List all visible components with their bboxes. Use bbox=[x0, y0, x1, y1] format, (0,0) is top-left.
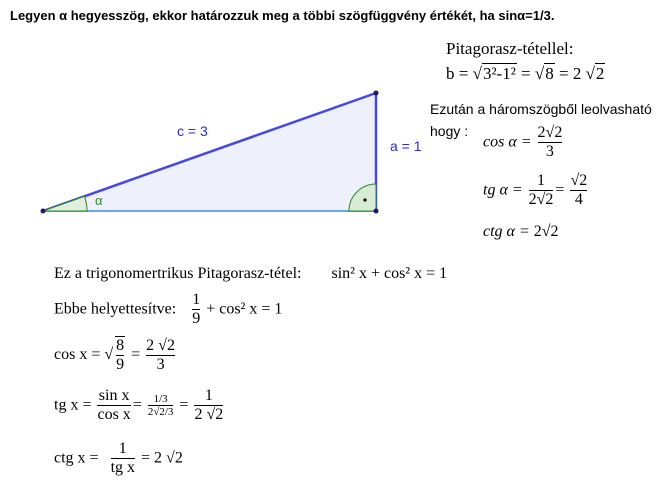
tg-alpha-den1: 2√2 bbox=[528, 191, 554, 209]
side-a-label: a = 1 bbox=[390, 138, 422, 154]
tg-alpha-num2: √2 bbox=[570, 172, 588, 189]
cos-x-line: cos x = √ $\frac{8}{9}$ = $\frac{2 √2}{3}$ bbox=[54, 336, 175, 374]
ctg-alpha-eq bbox=[483, 223, 559, 241]
cos-x-lhs: cos x = bbox=[54, 346, 101, 364]
cos-x-num: 8 bbox=[116, 337, 125, 354]
vertex-b bbox=[374, 91, 379, 96]
tg-alpha-eq: tg α = $\frac{1}{2√2}$ = $\frac{√2}{4}$ bbox=[483, 172, 588, 209]
tg-x-mid-den: 2√2/3 bbox=[147, 406, 174, 419]
tg-x-line: tg x = $\frac{\text{sin x}}{\text{cos x}}$ = $\frac{1/3}{2√2/3}$ = $\frac{1}{2 √2}$ bbox=[54, 387, 224, 424]
substitution-rest: + cos² x = 1 bbox=[206, 300, 283, 318]
tg-x-res-den: 2 √2 bbox=[194, 406, 224, 424]
problem-title: Legyen α hegyesszög, ekkor határozzuk meg a többi szögfüggvény értékét, ha sinα=1/3. bbox=[10, 8, 555, 23]
ctg-x-num: 1 bbox=[118, 440, 127, 457]
cos-alpha-lhs: cos α = bbox=[483, 133, 532, 151]
trig-pythagoras-line bbox=[54, 265, 447, 283]
tg-x-num: sin x bbox=[98, 387, 130, 404]
b-equation: b = √3²-1² = √8 = 2 √2 bbox=[446, 64, 605, 83]
substitution-num: 1 bbox=[192, 291, 201, 308]
ctg-x-res: = 2 √2 bbox=[141, 449, 183, 467]
sqrt8-radicand: 8 bbox=[545, 64, 554, 83]
pythagoras-heading: Pitagorasz-tétellel: bbox=[446, 39, 574, 58]
intro-line-2: hogy : bbox=[430, 123, 469, 139]
substitution-line bbox=[54, 291, 282, 329]
vertex-c bbox=[374, 209, 379, 214]
trig-pythagoras-formula: sin² x + cos² x = 1 bbox=[331, 265, 448, 282]
b-two: 2 bbox=[572, 64, 582, 83]
cos-x-den: 9 bbox=[116, 356, 125, 374]
b-lhs: b = bbox=[446, 64, 469, 83]
ctg-alpha-rhs: 2√2 bbox=[533, 223, 559, 240]
tg-alpha-num1: 1 bbox=[537, 172, 546, 189]
cos-alpha-eq bbox=[483, 124, 564, 162]
tg-x-lhs: tg x = bbox=[54, 396, 92, 414]
cos-x-res-num: 2 √2 bbox=[146, 336, 175, 354]
tg-x-den: cos x bbox=[97, 406, 131, 424]
right-angle-dot bbox=[363, 198, 366, 201]
vertex-a bbox=[41, 209, 46, 214]
ctg-alpha-lhs: ctg α = bbox=[483, 223, 530, 240]
tg-x-res-num: 1 bbox=[204, 387, 213, 404]
ctg-x-den: tg x bbox=[110, 459, 136, 477]
b-radicand: 3²-1² bbox=[482, 64, 516, 83]
eq-2: = bbox=[558, 64, 569, 83]
side-c-label: c = 3 bbox=[177, 123, 208, 139]
substitution-den: 9 bbox=[192, 310, 201, 328]
tg-x-mid-num: 1/3 bbox=[153, 392, 168, 405]
tg-alpha-den2: 4 bbox=[570, 190, 587, 209]
angle-alpha-arc bbox=[43, 196, 87, 211]
eq-1: = bbox=[521, 64, 531, 83]
cos-alpha-num: 2√2 bbox=[537, 124, 563, 141]
cos-alpha-den: 3 bbox=[538, 142, 563, 161]
substitution-text: Ebbe helyettesítve: bbox=[54, 300, 177, 318]
ctg-x-line bbox=[54, 440, 183, 478]
tg-alpha-lhs: tg α = bbox=[483, 181, 523, 199]
intro-line-1: Ezután a háromszögből leolvasható bbox=[430, 101, 652, 117]
ctg-x-lhs: ctg x = bbox=[54, 449, 99, 467]
sqrt2-radicand: 2 bbox=[595, 64, 605, 83]
cos-x-res-den: 3 bbox=[146, 355, 175, 374]
trig-pythagoras-text: Ez a trigonomertrikus Pitagorasz-tétel: bbox=[54, 265, 302, 282]
angle-alpha-label: α bbox=[95, 193, 103, 208]
